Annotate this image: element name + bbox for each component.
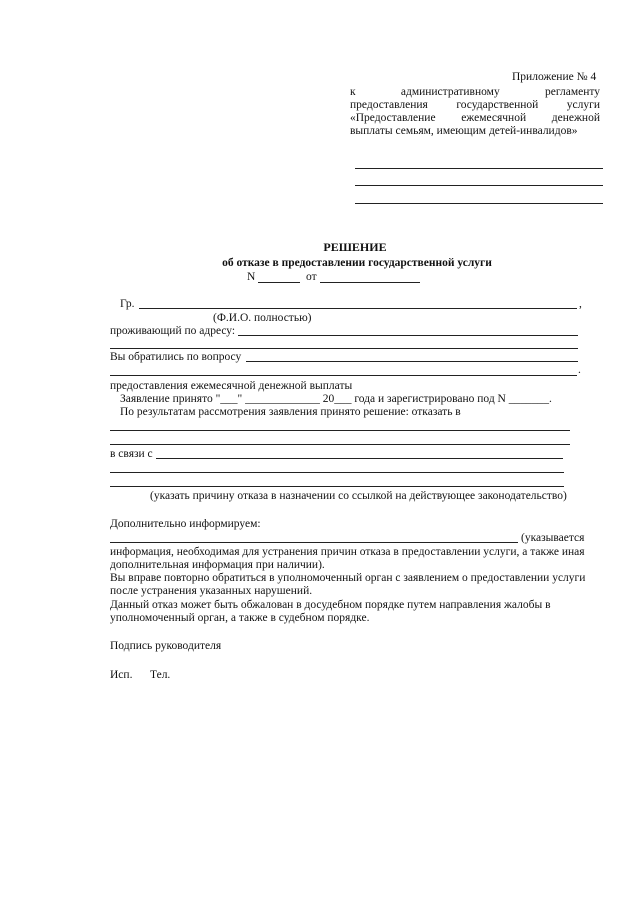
- number-field[interactable]: [258, 282, 300, 283]
- info-paragraph-3-line-1: Данный отказ может быть обжалован в досудебном порядке путем направления жалобы в: [110, 599, 551, 611]
- recipient-line-2[interactable]: [355, 185, 603, 186]
- info-heading: Дополнительно информируем:: [110, 518, 261, 530]
- header-line-4: выплаты семьям, имеющим детей-инвалидов»: [350, 125, 578, 137]
- number-label: N: [247, 271, 256, 283]
- header-word: регламенту: [544, 86, 600, 98]
- header-word: государственной: [456, 99, 539, 111]
- info-paragraph-2-line-1: Вы вправе повторно обратиться в уполномоченный орган с заявлением о предоставлении услуги: [110, 572, 586, 584]
- citizen-comma: ,: [579, 298, 582, 310]
- result-line: По результатам рассмотрения заявления принято решение: отказать в: [120, 406, 461, 418]
- header-word: к: [350, 86, 356, 98]
- info-indicated: (указывается: [521, 532, 585, 544]
- refusal-field-2[interactable]: [110, 444, 570, 445]
- info-paragraph-1-line-2: дополнительная информация при наличии).: [110, 559, 325, 571]
- reason-label: в связи с: [110, 448, 153, 460]
- header-line-2: [350, 98, 600, 112]
- reason-field-3[interactable]: [110, 486, 564, 487]
- info-paragraph-3-line-2: уполномоченный орган, а также в судебном порядке.: [110, 612, 370, 624]
- reason-field-1[interactable]: [156, 458, 563, 459]
- phone-label: Тел.: [150, 669, 171, 681]
- header-word: денежной: [551, 112, 600, 124]
- question-text: предоставления ежемесячной денежной выплаты: [110, 380, 353, 392]
- info-paragraph-2-line-2: после устранения указанных нарушений.: [110, 585, 313, 597]
- header-line-3: [350, 111, 600, 125]
- signature-label: Подпись руководителя: [110, 640, 222, 652]
- reason-field-2[interactable]: [110, 472, 564, 473]
- refusal-field-1[interactable]: [110, 430, 570, 431]
- document-subtitle: об отказе в предоставлении государственной услуги: [222, 257, 492, 269]
- recipient-line-3[interactable]: [355, 203, 603, 204]
- info-field[interactable]: [110, 542, 518, 543]
- header-word: административному: [400, 86, 500, 98]
- citizen-name-field[interactable]: [139, 308, 577, 309]
- fio-hint: (Ф.И.О. полностью): [213, 312, 312, 324]
- application-line: Заявление принято "___" _____________ 20___ года и зарегистрировано под N _______.: [120, 393, 552, 405]
- executor-label: Исп.: [110, 669, 133, 681]
- question-field-2[interactable]: [110, 375, 577, 376]
- recipient-line-1[interactable]: [355, 168, 603, 169]
- address-field[interactable]: [238, 335, 578, 336]
- address-label: проживающий по адресу:: [110, 325, 236, 337]
- info-paragraph-1-line-1: информация, необходимая для устранения причин отказа в предоставлении услуги, а также иная: [110, 546, 585, 558]
- appendix-number: Приложение № 4: [512, 71, 597, 83]
- header-word: предоставления: [350, 99, 428, 111]
- date-label: от: [306, 271, 317, 283]
- question-period: .: [578, 364, 581, 376]
- question-label: Вы обратились по вопросу: [110, 351, 242, 363]
- header-word: «Предоставление: [350, 112, 436, 124]
- document-title: РЕШЕНИЕ: [323, 240, 387, 254]
- citizen-label: Гр.: [120, 298, 135, 310]
- header-line-1: [350, 85, 600, 99]
- header-word: услуги: [566, 99, 600, 111]
- date-field[interactable]: [320, 282, 420, 283]
- question-field[interactable]: [246, 361, 578, 362]
- reason-hint: (указать причину отказа в назначении со ссылкой на действующее законодательство): [150, 490, 567, 502]
- header-word: ежемесячной: [461, 112, 527, 124]
- address-field-2[interactable]: [110, 348, 578, 349]
